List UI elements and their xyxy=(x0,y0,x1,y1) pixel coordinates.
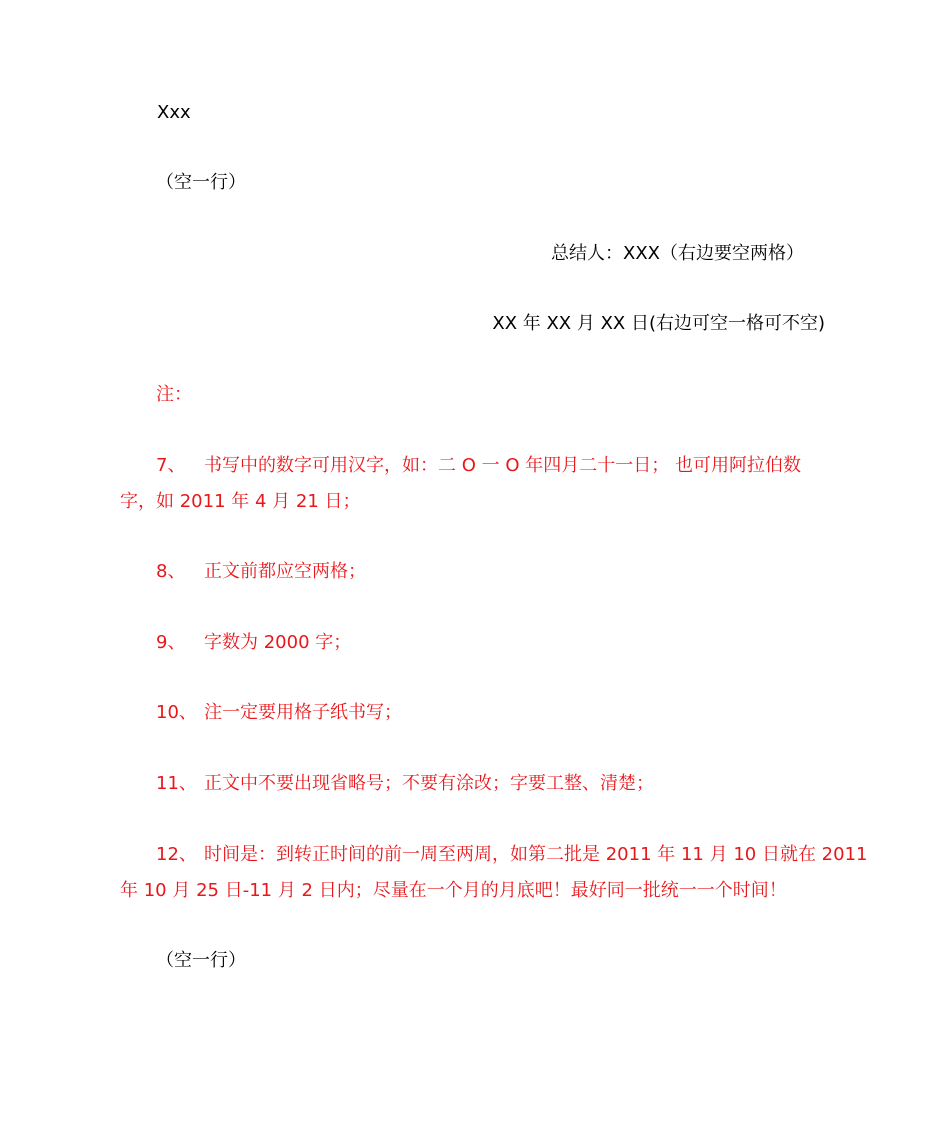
date-line: XX 年 XX 月 XX 日(右边可空一格可不空) xyxy=(492,313,825,334)
note-number: 7、 xyxy=(156,455,186,476)
note-text: 时间是：到转正时间的前一周至两周，如第二批是 2011 年 11 月 10 日就在 2011 xyxy=(204,844,868,865)
blank-line-note: （空一行） xyxy=(156,172,246,193)
note-item xyxy=(156,631,351,655)
note-number: 8、 xyxy=(156,561,186,582)
note-item xyxy=(156,772,654,796)
note-text-continued: 年 10 月 25 日-11 月 2 日内；尽量在一个月的月底吧！最好同一批统一一个时间！ xyxy=(120,880,787,901)
note-text: 注一定要用格子纸书写； xyxy=(204,702,402,723)
signature-placeholder: Xxx xyxy=(157,102,191,123)
note-number: 12、 xyxy=(156,844,197,865)
note-text: 正文前都应空两格； xyxy=(204,561,366,582)
note-item xyxy=(156,454,801,478)
notes-heading: 注： xyxy=(156,384,192,405)
author-line: 总结人：XXX（右边要空两格） xyxy=(551,243,804,264)
note-number: 10、 xyxy=(156,702,197,723)
note-text: 字数为 2000 字； xyxy=(204,632,352,653)
note-text-continued: 字，如 2011 年 4 月 21 日； xyxy=(120,491,361,512)
note-item xyxy=(156,560,366,584)
note-text: 正文中不要出现省略号；不要有涂改；字要工整、清楚； xyxy=(204,773,654,794)
note-item xyxy=(156,843,867,867)
note-number: 11、 xyxy=(156,773,197,794)
note-text: 书写中的数字可用汉字，如：二 O 一 O 年四月二十一日； 也可用阿拉伯数 xyxy=(204,455,801,476)
note-number: 9、 xyxy=(156,632,186,653)
blank-line-note: （空一行） xyxy=(156,950,246,971)
note-item xyxy=(156,701,402,725)
